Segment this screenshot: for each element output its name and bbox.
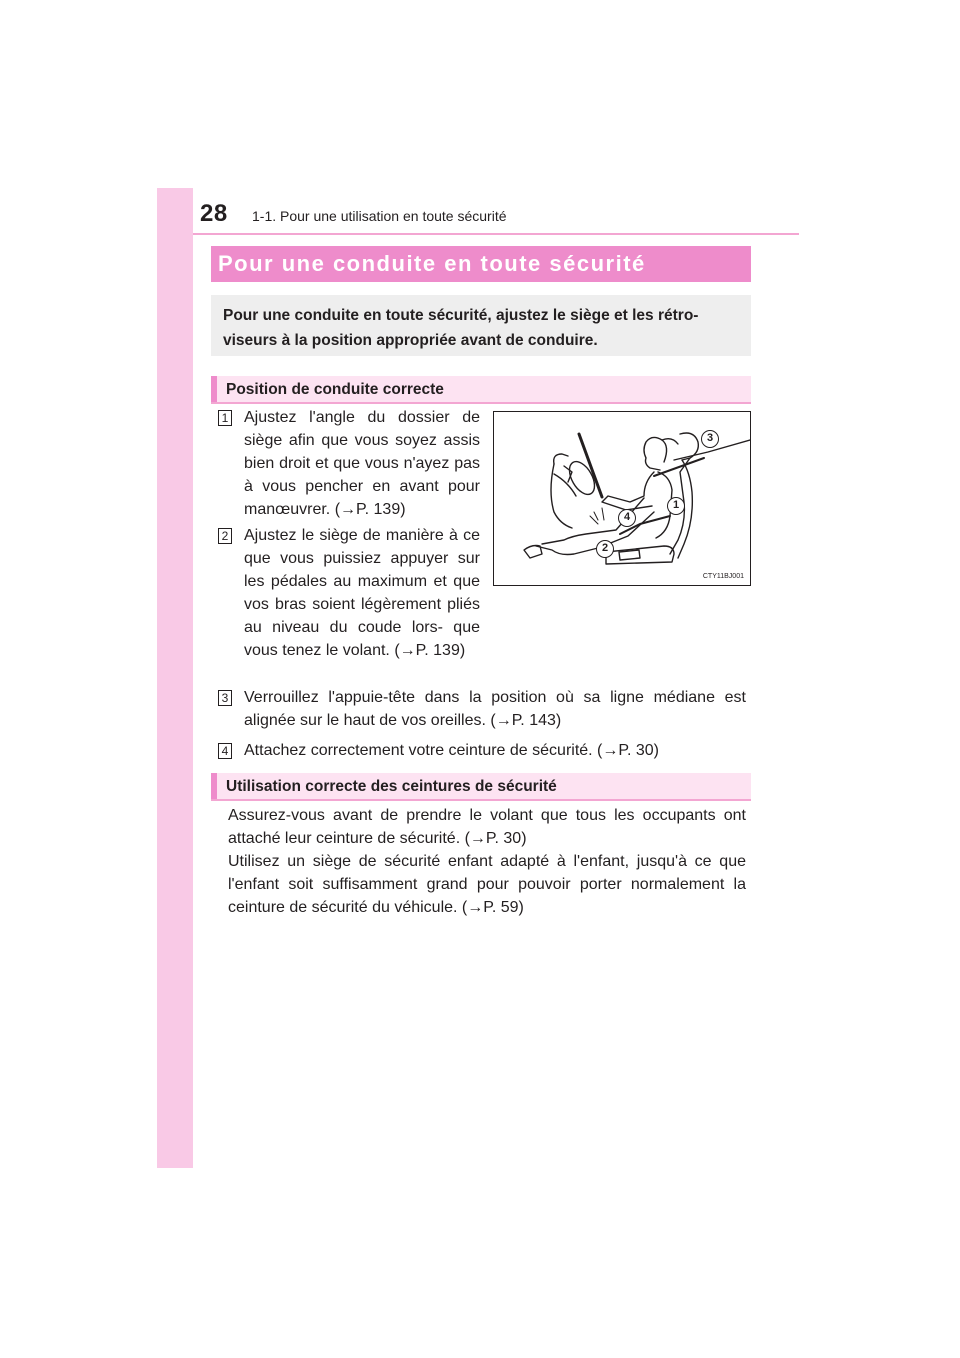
driving-position-figure <box>493 411 751 586</box>
side-band <box>157 188 193 1168</box>
item-number-4: 4 <box>218 743 232 759</box>
callout-1: 1 <box>667 497 685 515</box>
item-text-3: Verrouillez l'appuie-tête dans la position où sa ligne médiane est alignée sur le haut de vos oreilles. (→P. 143) <box>244 689 746 729</box>
callout-4: 4 <box>618 509 636 527</box>
section-heading-text: Position de conduite correcte <box>226 381 444 398</box>
section-rule <box>211 799 751 801</box>
figure-code: CTY11BJ001 <box>702 573 744 580</box>
chapter-title: 1-1. Pour une utilisation en toute sécurité <box>252 208 507 224</box>
section-heading-text: Utilisation correcte des ceintures de sécurité <box>226 778 557 795</box>
page-title: Pour une conduite en toute sécurité <box>211 246 751 282</box>
page-number: 28 <box>200 200 228 227</box>
item-text-2: Ajustez le siège de manière à ce que vous puissiez appuyer sur les pédales au maximum et que vos bras soient légèrement pliés au niveau du coude lors- que vous tenez le volant. (→P. 139) <box>244 527 480 659</box>
seatbelt-paragraph-1: Assurez-vous avant de prendre le volant que tous les occupants ont attaché leur ceinture de sécurité. (→P. 30) <box>228 807 746 847</box>
seatbelt-paragraph-2: Utilisez un siège de sécurité enfant adapté à l'enfant, jusqu'à ce que l'enfant soit suffisamment grand pour pouvoir porter normalement la ceinture de sécurité du véhicule. (→P. 59) <box>228 853 746 916</box>
item-number-3: 3 <box>218 690 232 706</box>
item-text-4: Attachez correctement votre ceinture de sécurité. (→P. 30) <box>244 742 660 759</box>
item-number-2: 2 <box>218 528 232 544</box>
section-rule <box>211 402 751 404</box>
callout-2: 2 <box>596 540 614 558</box>
section-heading-driving-position <box>211 376 751 402</box>
header-rule <box>193 233 799 235</box>
intro-box: Pour une conduite en toute sécurité, ajustez le siège et les rétro- viseurs à la position appropriée avant de conduire. <box>211 295 751 356</box>
item-number-1: 1 <box>218 410 232 426</box>
section-heading-seatbelts <box>211 773 751 799</box>
callout-3: 3 <box>701 430 719 448</box>
item-text-1: Ajustez l'angle du dossier de siège afin que vous soyez assis bien droit et que vous n'ayez pas à vous pencher en avant pour manœuvrer. (→P. 139) <box>244 409 480 518</box>
